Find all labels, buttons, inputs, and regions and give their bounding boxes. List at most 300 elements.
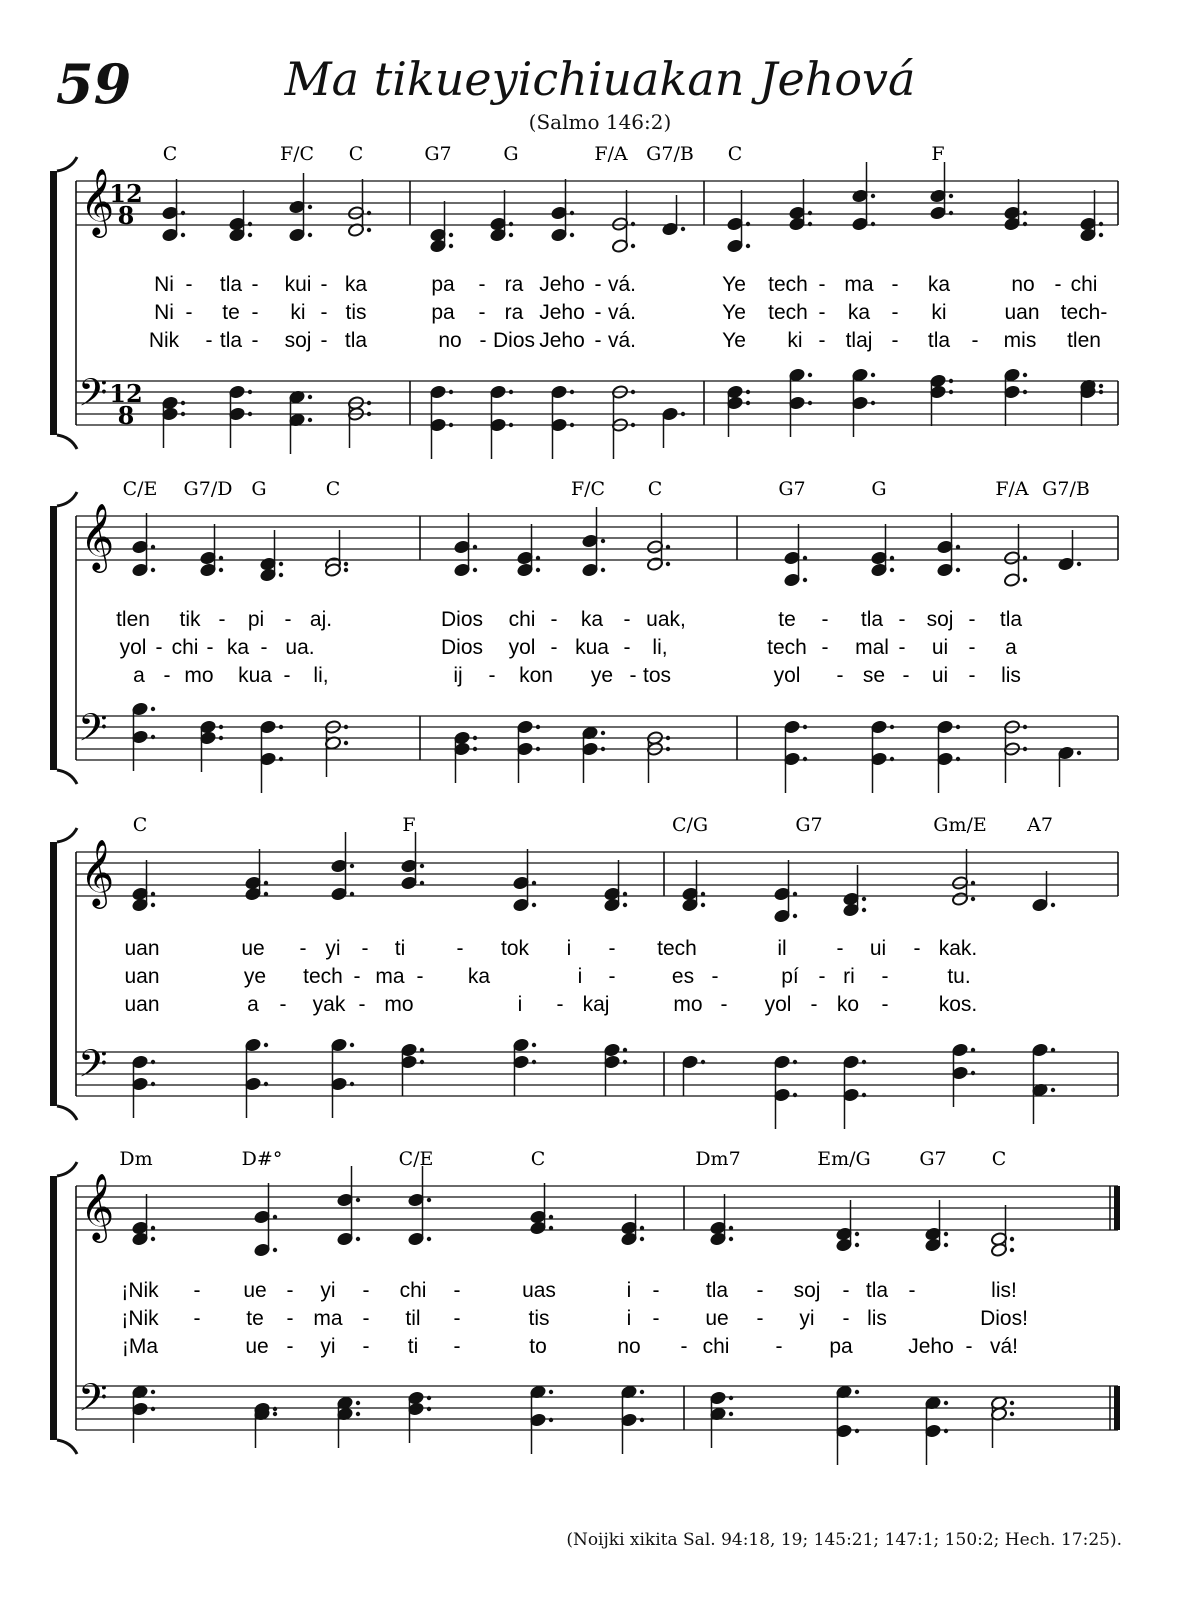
chord-symbol: D#°: [241, 1148, 283, 1170]
lyric-syllable: Ni: [154, 273, 174, 296]
dot: [855, 1390, 859, 1394]
system-1: [50, 143, 1118, 459]
dot: [971, 897, 975, 901]
treble-chord: [529, 1183, 553, 1235]
lyric-syllable: tos: [642, 664, 672, 687]
dot: [1099, 233, 1103, 237]
lyric-syllable: te: [246, 1307, 264, 1330]
bass-chord: [611, 385, 635, 459]
dot: [532, 903, 536, 907]
dot: [308, 205, 312, 209]
dot: [532, 1043, 536, 1047]
dot: [1010, 1248, 1014, 1252]
chord-symbol: C: [162, 143, 178, 165]
lyric-syllable: -: [193, 1279, 201, 1302]
song-title: Ma tikueyichiuakan Jehová: [284, 52, 916, 106]
treble-chord: [199, 524, 223, 577]
dot: [420, 864, 424, 868]
lyric-syllable: til: [405, 1307, 421, 1330]
bass-chord: [681, 1055, 705, 1096]
lyric-syllable: -: [286, 1335, 294, 1358]
treble-staff-1: [76, 181, 1118, 225]
dot: [350, 864, 354, 868]
lyric-syllable: kak.: [938, 937, 978, 960]
treble-chord: [773, 860, 797, 923]
treble-chord: [1057, 530, 1081, 571]
lyric-syllable: uan: [124, 965, 160, 988]
lyric-syllable: tlen: [116, 608, 150, 631]
bass-chord: [550, 385, 574, 459]
lyric-syllable: -: [362, 1335, 370, 1358]
chord-symbol: A7: [1027, 814, 1053, 836]
lyric-syllable: vá.: [607, 301, 637, 324]
bracket-bottom: [57, 435, 77, 449]
lyric-syllable: yol: [773, 664, 801, 687]
lyric-syllable: aj.: [309, 608, 333, 631]
dot: [356, 1412, 360, 1416]
lyric-syllable: -: [608, 937, 616, 960]
chord-symbol: C: [132, 814, 148, 836]
dot: [1099, 384, 1103, 388]
lyric-syllable: tech: [657, 937, 697, 960]
lyric-syllable: -: [478, 301, 486, 324]
lyric-syllable: tla: [219, 273, 243, 296]
treble-chord: [842, 865, 866, 917]
lyric-syllable: tlaj: [845, 329, 873, 352]
dot: [151, 568, 155, 572]
lyric-syllable: tla: [705, 1279, 729, 1302]
lyric-syllable: -: [251, 301, 259, 324]
lyric-syllable: ma: [313, 1307, 343, 1330]
lyric-syllable: -: [836, 937, 844, 960]
lyric-syllable: a: [247, 993, 259, 1016]
dot: [248, 233, 252, 237]
bracket-top: [57, 1162, 77, 1176]
lyric-syllable: yi: [320, 1335, 336, 1358]
lyric-syllable: -: [720, 993, 728, 1016]
lyric-syllable: -: [361, 937, 369, 960]
treble-chord: [516, 524, 540, 577]
lyric-syllable: mo: [673, 993, 703, 1016]
bass-chord: [870, 720, 894, 793]
chord-symbol: G7/D: [183, 478, 233, 500]
dot: [344, 741, 348, 745]
lyric-syllable: -: [711, 965, 719, 988]
lyric-syllable: a: [133, 664, 145, 687]
lyric-syllable: -: [652, 1279, 660, 1302]
bass-staff-4: [76, 1386, 1118, 1430]
lyric-syllable: tla: [927, 329, 951, 352]
lyric-syllable: -: [320, 301, 328, 324]
lyric-syllable: kua: [238, 664, 272, 687]
lyric-syllable: ti: [407, 1335, 419, 1358]
bracket-top: [57, 828, 77, 842]
lyric-syllable: i: [626, 1279, 632, 1302]
bass-chord: [131, 1385, 155, 1443]
lyric-syllable: ra: [504, 273, 524, 296]
lyric-syllable: uan: [124, 993, 160, 1016]
dot: [746, 244, 750, 248]
treble-chord: [620, 1194, 644, 1246]
treble-chord: [336, 1166, 360, 1246]
treble-chord: [244, 849, 268, 901]
chord-symbol: G: [251, 478, 267, 500]
lyric-syllable: chi: [1070, 273, 1098, 296]
lyric-syllable: -: [756, 1307, 764, 1330]
treble-chord: [489, 190, 513, 242]
treble-chord: [407, 1166, 431, 1246]
lyric-syllable: -: [286, 1307, 294, 1330]
lyric-syllable: ka: [927, 273, 951, 296]
chord-symbol: G7: [795, 814, 823, 836]
lyric-syllable: kos.: [938, 993, 978, 1016]
lyric-syllable: -: [488, 664, 496, 687]
system-bracket: [50, 842, 57, 1106]
lyric-syllable: -: [279, 993, 287, 1016]
bass-chord: [330, 1038, 354, 1118]
system-4: [50, 1148, 1120, 1465]
lyric-syllable: pi: [247, 608, 265, 631]
system-bracket: [50, 506, 57, 770]
dot: [623, 903, 627, 907]
lyric-syllable: to: [529, 1335, 547, 1358]
lyric-syllable: tik: [179, 608, 201, 631]
treble-chord: [1003, 524, 1027, 587]
dot: [151, 1390, 155, 1394]
chord-symbol: C: [727, 143, 743, 165]
lyric-syllable: ka: [847, 301, 871, 324]
lyric-syllable: Jeho: [908, 1335, 954, 1358]
lyric-syllable: -: [556, 993, 564, 1016]
lyric-syllable: Ye: [722, 273, 746, 296]
lyric-syllable: ki: [787, 329, 803, 352]
treble-chord: [161, 179, 185, 242]
lyric-syllable: -: [818, 965, 826, 988]
dot: [509, 233, 513, 237]
bracket-bottom: [57, 1106, 77, 1120]
lyric-syllable: ka: [580, 608, 604, 631]
lyric-syllable: ti: [394, 937, 406, 960]
dot: [956, 568, 960, 572]
lyric-syllable: -: [881, 993, 889, 1016]
treble-chord: [603, 860, 627, 912]
treble-time-bottom: 8: [117, 201, 135, 230]
bass-chord: [773, 1055, 797, 1129]
lyric-syllable: mal: [855, 636, 889, 659]
lyric-syllable: tech: [303, 965, 343, 988]
bass-chord: [851, 368, 875, 437]
lyric-syllable: ka: [226, 636, 250, 659]
lyric-syllable: -: [185, 301, 193, 324]
dot: [151, 707, 155, 711]
lyric-syllable: Ye: [722, 301, 746, 324]
lyric-syllable: Dios: [492, 329, 536, 352]
dot: [273, 1248, 277, 1252]
dot: [151, 1237, 155, 1241]
dot: [264, 1043, 268, 1047]
lyric-syllable: a: [1005, 636, 1017, 659]
lyric-syllable: -: [251, 273, 259, 296]
dot: [862, 908, 866, 912]
chord-symbol: C: [325, 478, 341, 500]
lyric-syllable: tla: [344, 329, 368, 352]
lyric-syllable: -: [358, 993, 366, 1016]
lyric-syllable: Jeho: [539, 329, 585, 352]
lyric-syllable: mo: [184, 664, 214, 687]
bass-chord: [516, 720, 540, 783]
lyric-syllable: Dios!: [980, 1307, 1028, 1330]
dot: [855, 1243, 859, 1247]
bass-chord: [259, 720, 283, 793]
dot: [273, 1412, 277, 1416]
bracket-bottom: [57, 1440, 77, 1454]
lyric-syllable: tla: [999, 608, 1023, 631]
treble-chord: [611, 190, 635, 253]
dot: [449, 233, 453, 237]
lyric-syllable: Dios: [440, 636, 484, 659]
lyric-syllable: i: [517, 993, 523, 1016]
lyric-syllable: tech-: [1060, 301, 1108, 324]
lyric-syllable: ue: [241, 937, 265, 960]
lyric-syllable: -: [218, 608, 226, 631]
dot: [181, 233, 185, 237]
dot: [344, 562, 348, 566]
dot: [808, 373, 812, 377]
dot: [890, 568, 894, 572]
lyric-syllable: Dios: [440, 608, 484, 631]
bass-chord: [788, 368, 812, 437]
chord-symbol: F/A: [594, 143, 628, 165]
chord-symbol: C: [530, 1148, 546, 1170]
lyric-syllable: -: [756, 1279, 764, 1302]
chord-symbol: C: [647, 478, 663, 500]
chord-symbol: G7/B: [646, 143, 694, 165]
treble-staff-3: [76, 852, 1118, 896]
bass-chord: [288, 390, 312, 454]
bass-clef-icon: 𝄢: [78, 705, 108, 759]
lyric-syllable: li,: [313, 664, 329, 687]
treble-chord: [990, 1205, 1014, 1257]
dot: [631, 244, 635, 248]
lyric-syllable: -: [891, 301, 899, 324]
lyric-syllable: lis: [1001, 664, 1021, 687]
lyric-syllable: ka: [467, 965, 491, 988]
chord-symbol: Dm: [119, 1148, 153, 1170]
treble-chord: [512, 849, 536, 912]
lyric-syllable: i: [577, 965, 583, 988]
system-2: [50, 478, 1118, 793]
bracket-bottom: [57, 770, 77, 784]
lyric-syllable: tla: [219, 329, 243, 352]
lyric-syllable: no: [1011, 273, 1035, 296]
bass-chord: [1079, 379, 1103, 426]
bass-chord: [336, 1396, 360, 1448]
lyric-syllable: tu.: [947, 965, 971, 988]
chord-symbol: F/C: [570, 478, 606, 500]
lyric-syllable: -: [842, 1307, 850, 1330]
lyric-syllable: ma: [375, 965, 405, 988]
treble-chord: [131, 513, 155, 577]
bass-chord: [244, 1038, 268, 1118]
bass-chord: [581, 726, 605, 783]
system-3: [50, 814, 1118, 1129]
lyric-syllable: yol: [764, 993, 792, 1016]
lyric-syllable: -: [623, 636, 631, 659]
scripture-reference: (Salmo 146:2): [528, 110, 672, 134]
lyric-syllable: -: [594, 301, 602, 324]
chord-symbol: Em/G: [817, 1148, 871, 1170]
treble-clef-icon: 𝄞: [80, 502, 115, 570]
system-bracket: [50, 171, 57, 435]
lyric-syllable: yi: [325, 937, 341, 960]
dot: [570, 233, 574, 237]
dot: [308, 395, 312, 399]
treble-clef-icon: 𝄞: [80, 838, 115, 906]
lyric-syllable: -: [818, 301, 826, 324]
lyric-syllable: te: [222, 301, 240, 324]
bass-staff-2: [76, 716, 1118, 760]
lyric-syllable: -: [193, 1307, 201, 1330]
footer-references: (Noijki xikita Sal. 94:18, 19; 145:21; 147:1; 150:2; Hech. 17:25).: [566, 1530, 1122, 1550]
dot: [308, 418, 312, 422]
lyric-syllable: chi: [171, 636, 199, 659]
treble-chord: [253, 1183, 277, 1257]
treble-chord: [709, 1194, 733, 1246]
lyric-syllable: ue: [243, 1279, 267, 1302]
chord-symbol: F/A: [995, 478, 1029, 500]
chord-symbol: C/E: [398, 1148, 434, 1170]
lyric-syllable: tok: [500, 937, 530, 960]
dot: [640, 1237, 644, 1241]
bass-chord: [400, 1043, 424, 1096]
bass-chord: [603, 1043, 627, 1096]
chord-symbol: Gm/E: [933, 814, 987, 836]
dot: [871, 194, 875, 198]
treble-chord: [870, 524, 894, 577]
lyric-syllable: chi: [399, 1279, 427, 1302]
lyric-syllable: yol: [119, 636, 147, 659]
lyric-syllable: -: [623, 608, 631, 631]
lyric-syllable: uak,: [646, 608, 686, 631]
dot: [729, 1412, 733, 1416]
lyric-syllable: -: [968, 636, 976, 659]
chord-symbol: G7: [778, 478, 806, 500]
lyric-syllable: -: [821, 608, 829, 631]
lyric-syllable: chi: [508, 608, 536, 631]
bass-clef-icon: 𝄢: [78, 370, 108, 424]
dot: [1023, 578, 1027, 582]
lyric-syllable: -: [1054, 273, 1062, 296]
lyric-syllable: ki: [931, 301, 947, 324]
lyric-syllable: ye: [590, 664, 614, 687]
lyric-syllable: -: [286, 1279, 294, 1302]
dot: [666, 562, 670, 566]
lyric-syllable: tech: [767, 636, 807, 659]
treble-chord: [726, 190, 750, 253]
lyric-syllable: -: [898, 636, 906, 659]
treble-chord: [783, 524, 807, 587]
lyric-syllable: mo: [384, 993, 414, 1016]
dot: [549, 1390, 553, 1394]
dot: [350, 1043, 354, 1047]
lyric-syllable: -: [629, 664, 637, 687]
chord-symbol: G7: [919, 1148, 947, 1170]
dot: [601, 731, 605, 735]
dot: [601, 568, 605, 572]
chord-symbol: C/E: [122, 478, 158, 500]
treble-chord: [1031, 871, 1055, 912]
treble-clef-icon: 𝄞: [80, 1172, 115, 1240]
lyric-syllable: ma: [844, 273, 874, 296]
lyric-syllable: vá.: [607, 329, 637, 352]
lyric-syllable: tla: [860, 608, 884, 631]
lyric-syllable: soj: [926, 608, 954, 631]
lyric-syllable: -: [320, 329, 328, 352]
lyric-syllable: ki: [290, 301, 306, 324]
lyric-syllable: i: [626, 1307, 632, 1330]
bass-time-bottom: 8: [117, 401, 135, 430]
lyric-syllable: -: [968, 608, 976, 631]
lyric-syllable: ui: [869, 937, 887, 960]
bass-chord: [1057, 746, 1081, 787]
lyric-syllable: se: [862, 664, 886, 687]
dot: [949, 194, 953, 198]
dot: [1023, 373, 1027, 377]
lyric-syllable: yi: [799, 1307, 815, 1330]
lyric-syllable: no: [438, 329, 462, 352]
treble-chord: [347, 179, 371, 237]
chord-symbol: C: [348, 143, 364, 165]
lyric-syllable: -: [652, 1307, 660, 1330]
lyric-syllable: -: [891, 329, 899, 352]
lyric-syllable: Nik: [148, 329, 180, 352]
bass-chord: [407, 1391, 431, 1443]
lyric-syllable: vá!: [989, 1335, 1019, 1358]
lyric-syllable: es: [671, 965, 695, 988]
lyric-syllable: kon: [519, 664, 553, 687]
lyric-syllable: ko: [836, 993, 860, 1016]
lyric-syllable: -: [971, 329, 979, 352]
lyric-syllable: tech: [768, 301, 808, 324]
lyric-syllable: -: [353, 965, 361, 988]
lyric-syllable: yol: [508, 636, 536, 659]
dot: [151, 903, 155, 907]
lyric-syllable: -: [453, 1307, 461, 1330]
treble-chord: [581, 507, 605, 577]
lyric-syllable: -: [478, 273, 486, 296]
chord-symbol: G: [503, 143, 519, 165]
dot: [1077, 562, 1081, 566]
lyric-syllable: -: [913, 937, 921, 960]
lyric-syllable: tis: [345, 301, 367, 324]
lyric-syllable: -: [479, 329, 487, 352]
lyric-syllable: te: [778, 608, 796, 631]
lyric-syllable: pa: [431, 273, 455, 296]
treble-clef-icon: 𝄞: [80, 167, 115, 235]
lyric-syllable: -: [163, 664, 171, 687]
dot: [356, 1198, 360, 1202]
chord-symbol: F/C: [279, 143, 315, 165]
lyric-syllable: i: [566, 937, 572, 960]
lyric-syllable: soj: [284, 329, 312, 352]
lyric-syllable: -: [205, 329, 213, 352]
lyric-syllable: ¡Nik: [121, 1279, 159, 1302]
chord-symbol: G: [871, 478, 887, 500]
bass-chord: [783, 720, 807, 793]
lyric-syllable: lis: [867, 1307, 887, 1330]
lyric-syllable: -: [155, 636, 163, 659]
dot: [219, 568, 223, 572]
